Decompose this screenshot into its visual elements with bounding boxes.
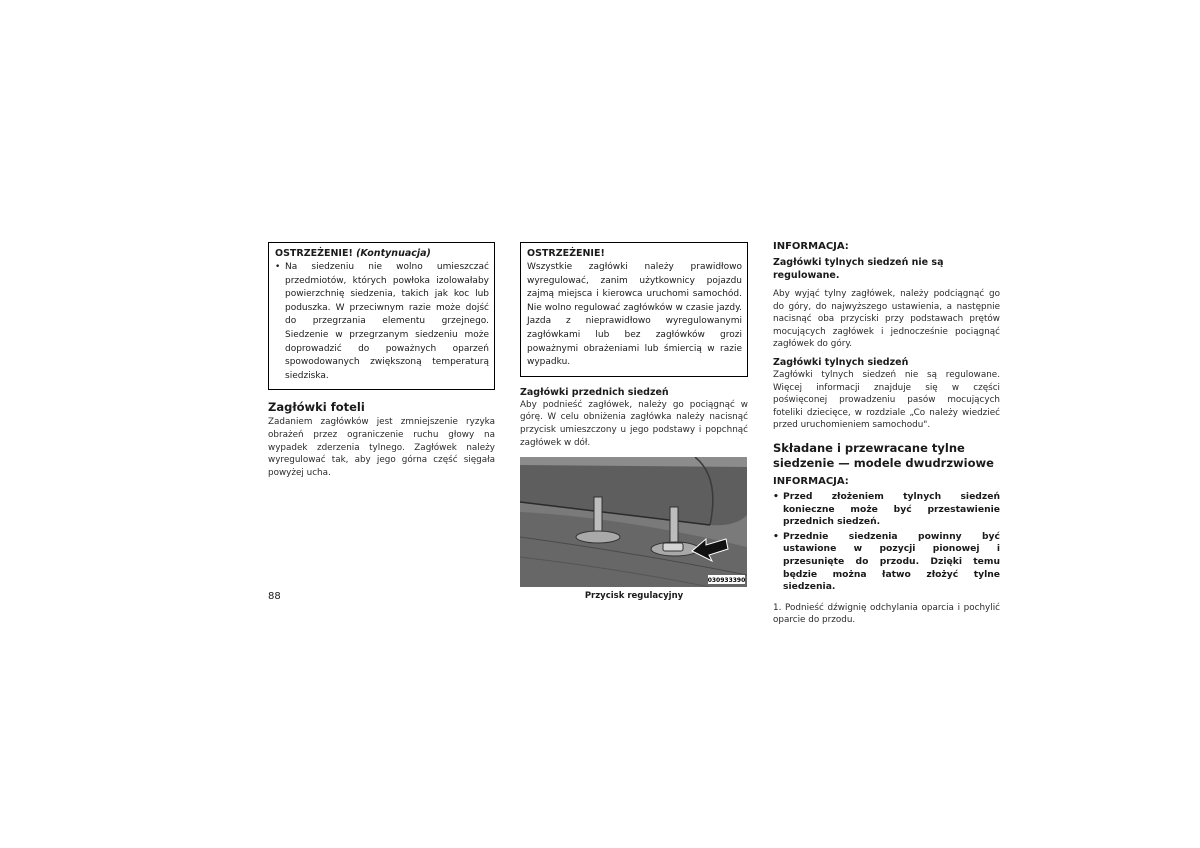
info-bullet-text: Przed złożeniem tylnych siedzeń konieczne może być przestawienie przednich siedzeń. [783, 490, 1000, 528]
warning-text: Wszystkie zagłówki należy prawidłowo wyregulować, zanim użytkownicy pojazdu zajmą miejsca i kierowca uruchomi samochód. Nie wolno regulować zagłówków w czasie jazdy. Jazda z nieprawidłowo wyregulowanymi zagłówkami lub bez zagłówków grozi poważnymi obrażeniami lub śmiercią w razie wypadku. [527, 262, 742, 368]
headrest-illustration [520, 457, 747, 587]
info-title-1: INFORMACJA: [773, 241, 849, 252]
warning-box-continued [268, 242, 495, 390]
bullet-icon: • [773, 490, 779, 502]
step-1: 1. Podnieść dźwignię odchylania oparcia i pochylić oparcie do przodu. [773, 602, 1000, 626]
rear-headrests-body: Zagłówki tylnych siedzeń nie są regulowane. Więcej informacji znajduje się w części poświęconej prowadzeniu pasów mocujących foteliki dziecięce, w rozdziale „Co należy wiedzieć przed uruchomieniem samochodu". [773, 369, 1000, 431]
section-title-headrests: Zagłówki foteli [268, 400, 365, 415]
continuation-label: (Kontynuacja) [356, 248, 431, 259]
section-body-headrests: Zadaniem zagłówków jest zmniejszenie ryzyka obrażeń przez ograniczenie ruchu głowy na wypadek zderzenia tylnego. Zagłówek należy wyregulować tak, aby jego górna część sięgała powyżej ucha. [268, 417, 495, 478]
warning-label: OSTRZEŻENIE! [275, 248, 353, 259]
column-3 [773, 240, 1000, 627]
figure-caption: Przycisk regulacyjny [584, 591, 684, 602]
warning-bullet [275, 261, 489, 383]
info-bullet-text: Przednie siedzenia powinny być ustawione w pozycji pionowej i przesunięte do przodu. Dzięki temu będzie można łatwo złożyć tylne siedzenia. [783, 530, 1000, 593]
page-number: 88 [268, 591, 281, 602]
info-body-1: Aby wyjąć tylny zagłówek, należy podciągnąć go do góry, do najwyższego ustawienia, a następnie nacisnąć oba przyciski przy podstawach prętów mocujących zagłówek i jednocześnie pociągnąć zagłówek do góry. [773, 289, 1000, 350]
info-bullet-1 [773, 491, 1000, 529]
figure-code: 030933390 [707, 577, 746, 585]
warning-bullet-text: Na siedzeniu nie wolno umieszczać przedmiotów, których powłoka izolowałaby powierzchnię siedzenia, takich jak koc lub poduszka. W przeciwnym razie może dojść do przegrzania elementu grzejnego. Siedzenie w przegrzanym siedzeniu może doprowadzić do poważnych oparzeń spowodowanych zwiększoną temperaturą siedziska. [285, 262, 489, 381]
bullet-icon: • [275, 262, 281, 272]
warning-title: OSTRZEŻENIE! [527, 248, 605, 259]
info-bullet-2 [773, 531, 1000, 594]
bullet-icon: • [773, 530, 779, 542]
subsection-title-front: Zagłówki przednich siedzeń [520, 386, 669, 398]
warning-box [520, 242, 748, 377]
column-1 [268, 242, 495, 479]
info-title-2: INFORMACJA: [773, 475, 849, 487]
subsection-body-front: Aby podnieść zagłówek, należy go pociągnąć w górę. W celu obniżenia zagłówka należy nacisnąć przycisk umieszczony u jego podstawy i popchnąć zagłówek w dół. [520, 399, 748, 448]
fold-seat-title: Składane i przewracane tylne siedzenie — modele dwudrzwiowe [773, 440, 994, 470]
column-2 [520, 242, 748, 601]
info-subtitle-1: Zagłówki tylnych siedzeń nie są regulowane. [773, 257, 944, 281]
warning-title [275, 248, 489, 259]
headrest-drawing [520, 457, 747, 587]
rear-headrests-title: Zagłówki tylnych siedzeń [773, 356, 909, 368]
